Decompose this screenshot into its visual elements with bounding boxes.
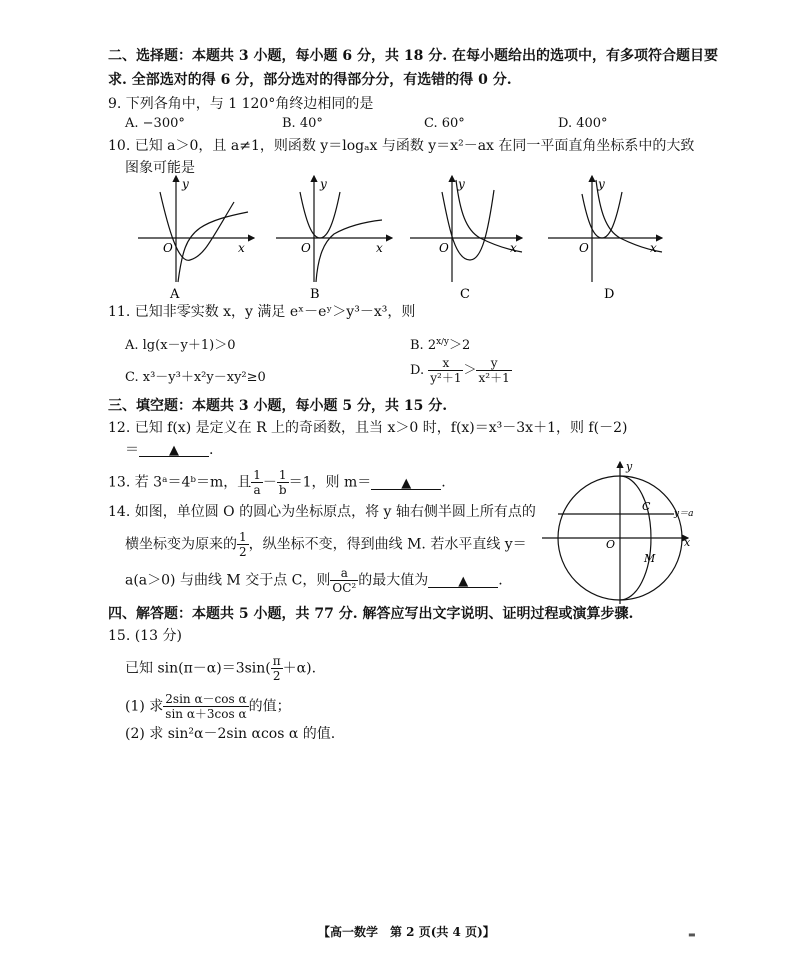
q14-fig-c: C (642, 500, 651, 513)
graph-c-x-label: x (510, 241, 517, 255)
q11-option-c: C. x³－y³＋x²y－xy²≥0 (125, 370, 266, 385)
q11-option-b: B. $2^{x/y}>2$ (410, 336, 471, 353)
q10-stem: 10. 已知 a＞0，且 a≠1，则函数 y＝logₐx 与函数 y＝x²－ax 在同一平面直角坐标系中的大致 (108, 138, 695, 154)
q11-stem: 11. 已知非零实数 x，y 满足 eˣ－eʸ＞y³－x³，则 (108, 304, 416, 320)
q9-option-b: B. 40° (282, 116, 323, 131)
section2-heading-cont: 求. 全部选对的得 6 分，部分选对的得部分分，有选错的得 0 分. (108, 72, 512, 88)
q14-fig-line-label: y＝a (674, 509, 694, 519)
graph-b-label: B (310, 287, 320, 302)
q15-part2: (2) 求 sin²α－2sin αcos α 的值. (125, 726, 336, 742)
q14-line1: 14. 如图，单位圆 O 的圆心为坐标原点，将 y 轴右侧半圆上所有点的 (108, 504, 536, 520)
graph-d-x-label: x (650, 241, 657, 255)
q13-answer-blank[interactable]: ▲ (371, 473, 441, 490)
q12-line1: 12. 已知 f(x) 是定义在 R 上的奇函数，且当 x＞0 时，f(x)＝x³－3x＋1，则 f(－2) (108, 420, 628, 436)
graph-a-y-label: y (182, 177, 189, 191)
q14-fig-x: x (684, 536, 691, 549)
graph-d-label: D (604, 287, 615, 302)
graph-c-label: C (460, 287, 470, 302)
q14-line2: 横坐标变为原来的 $\frac{1}{2}$ ，纵坐标不变，得到曲线 M. 若水平直线 y＝ (125, 530, 527, 559)
graph-a (138, 176, 254, 282)
graph-a-label: A (170, 287, 180, 302)
q14-line3: a(a＞0) 与曲线 M 交于点 C，则 $\frac{a}{\text{OC²}}$ 的最大值为 ▲ . (125, 566, 503, 595)
graph-c (410, 176, 522, 282)
q10-stem-cont: 图象可能是 (125, 160, 195, 176)
graph-b-origin: O (301, 241, 311, 255)
graph-d-y-label: y (598, 177, 605, 191)
q14-fig-m: M (644, 552, 656, 565)
section3-heading: 三、填空题：本题共 3 小题，每小题 5 分，共 15 分. (108, 398, 448, 414)
graph-d (548, 176, 662, 282)
section4-heading: 四、解答题：本题共 5 小题，共 77 分. 解答应写出文字说明、证明过程或演算步骤. (108, 606, 634, 622)
graph-d-origin: O (579, 241, 589, 255)
graph-a-x-label: x (238, 241, 245, 255)
q13-line: 13. 若 3ᵃ＝4ᵇ＝m，且 $\frac{1}{a}$ － $\frac{1}{b}$ ＝1，则 m＝ ▲ . (108, 468, 446, 497)
q9-option-a: A. −300° (125, 116, 185, 131)
footer-mark: ▬ (688, 930, 696, 939)
q15-part1: (1) 求 $\frac{\text{2sin α－cos α}}{\text{sin α＋3cos α}}$ 的值； (125, 692, 291, 721)
graph-a-origin: O (163, 241, 173, 255)
q12-line2: ＝ ▲ . (125, 442, 214, 458)
q12-answer-blank[interactable]: ▲ (139, 440, 209, 457)
q15-title: 15. (13 分) (108, 628, 182, 644)
graph-b-y-label: y (320, 177, 327, 191)
q9-option-d: D. 400° (558, 116, 608, 131)
q14-fig-origin: O (606, 538, 616, 551)
graph-c-y-label: y (458, 177, 465, 191)
q9-stem: 9. 下列各角中，与 1 120°角终边相同的是 (108, 96, 374, 112)
q15-given: 已知 sin(π－α)＝3sin( $\frac{\pi}{2}$ ＋α). (125, 654, 317, 683)
graph-b (276, 176, 392, 282)
graph-b-x-label: x (376, 241, 383, 255)
section2-heading: 二、选择题：本题共 3 小题，每小题 6 分，共 18 分. 在每小题给出的选项中，有多项符合题目要 (108, 48, 718, 64)
q14-figure (538, 458, 698, 608)
q9-option-c: C. 60° (424, 116, 465, 131)
q11-option-d: D. $\frac{x}{\text{y²＋1}}$ ＞ $\frac{y}{\text{x²＋1}}$ (410, 356, 510, 385)
q11-option-a: A. lg(x－y＋1)＞0 (125, 338, 236, 353)
q10-graphs (130, 172, 670, 302)
page-footer: 【高一数学 第 2 页(共 4 页)】 (318, 925, 495, 939)
q14-fig-y: y (626, 460, 633, 473)
graph-c-origin: O (439, 241, 449, 255)
q14-answer-blank[interactable]: ▲ (428, 571, 498, 588)
